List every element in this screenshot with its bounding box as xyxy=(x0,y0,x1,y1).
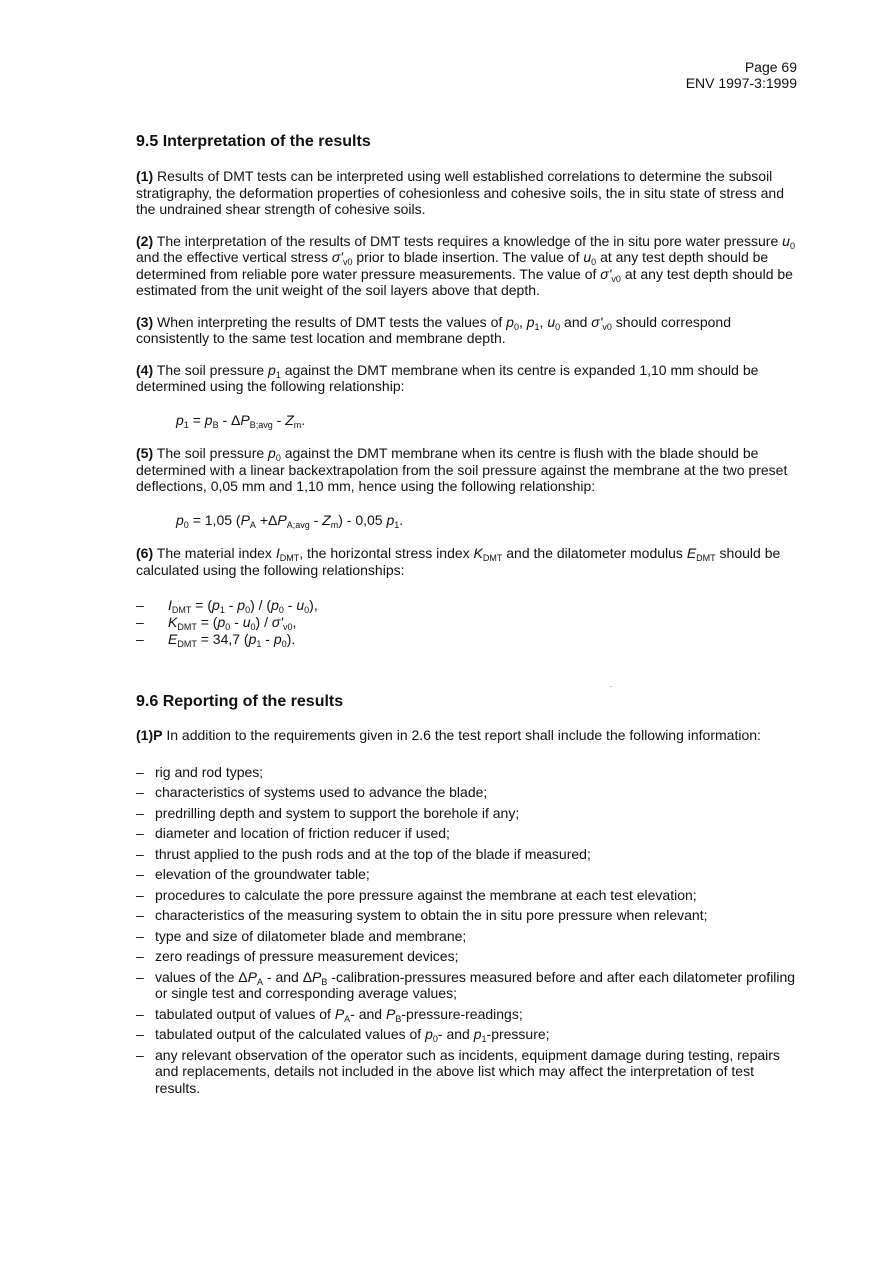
list-item: – thrust applied to the push rods and at the top of the blade if measured; xyxy=(136,845,591,862)
section-9-5-heading: 9.5 Interpretation of the results xyxy=(136,133,371,150)
clause-9-5-5: (5) The soil pressure $p_0$ against the DMT membrane when its centre is flush with the blade should be determined with a linear backextrapolation from the soil pressure against the membrane at the two preset deflections, 0,05 mm and 1,10 mm, hence using the following relationship: xyxy=(136,445,788,494)
relationships-list xyxy=(136,597,802,648)
clause-9-5-2: (2) The interpretation of the results of DMT tests requires a knowledge of the in situ pore water pressure $u_0$ and the effective vertical stress $\sigma'_{v0}$ prior to blade insertion. The value of $u_0$ at any test depth should be determined from reliable pore water pressure measurements. The value of $\sigma'_{v0}$ at any test depth should be estimated from the unit weight of the soil layers above that depth. xyxy=(136,232,795,298)
relationship-edmt: – $E_{DMT} = 34,7$ $(p_1 - p_0)$. xyxy=(136,631,296,649)
list-item: – characteristics of the measuring system to obtain the in situ pore pressure when relevant; xyxy=(136,907,708,923)
standard-code: ENV 1997-3:1999 xyxy=(685,75,797,91)
clause-9-5-1: (1) Results of DMT tests can be interpreted using well established correlations to determine the subsoil stratigraphy, the deformation properties of cohesionless and cohesive soils, the in situ state of stress and the undrained shear strength of cohesive soils. xyxy=(136,168,784,217)
section-9-6-heading: 9.6 Reporting of the results xyxy=(136,693,344,710)
relationship-idmt: – $I_{DMT} = (p_1 - p_0) / (p_0 - u_0)$, xyxy=(136,597,318,615)
list-item: – values of the $\Delta P_A$ - and $\Delta P_B$ -calibration-pressures measured before and after each dilatometer profiling or single test and corresponding average values; xyxy=(136,968,796,1001)
clause-9-5-6: (6) The material index $I_{DMT}$, the horizontal stress index $K_{DMT}$ and the dilatometer modulus $E_{DMT}$ should be calculated using the following relationships: xyxy=(136,545,781,578)
list-item: – any relevant observation of the operator such as incidents, equipment damage during testing, repairs and replacements, details not included in the above list which may affect the interpretation of test results. xyxy=(136,1046,780,1096)
list-item: – predrilling depth and system to support the borehole if any; xyxy=(136,804,520,821)
page-content xyxy=(136,132,802,1100)
equation-p1: $p_1 = p_B - \Delta P_{B;avg} - Z_m$. xyxy=(176,411,306,430)
page-header xyxy=(686,59,797,91)
equation-p0: $p_0 = 1,05$ $(P_A +\Delta P_{A;avg} - Z_m) - 0,05$ $p_1$. xyxy=(176,511,404,530)
list-item: – tabulated output of values of $P_A-$ and $P_B-pressure$-readings; xyxy=(136,1005,523,1024)
list-item: – type and size of dilatometer blade and membrane; xyxy=(136,927,467,944)
clause-9-6-1: (1)P In addition to the requirements given in 2.6 the test report shall include the following information: xyxy=(136,727,761,743)
clause-9-5-4: (4) The soil pressure $p_1$ against the DMT membrane when its centre is expanded 1,10 mm should be determined using the following relationship: xyxy=(136,361,759,394)
list-item: – elevation of the groundwater table; xyxy=(136,866,370,882)
list-item: – characteristics of systems used to advance the blade; xyxy=(136,784,488,800)
list-item: – rig and rod types; xyxy=(136,763,264,780)
list-item: – tabulated output of the calculated values of $p_0-$ and $p_1$-pressure; xyxy=(136,1026,550,1044)
list-item: – procedures to calculate the pore pressure against the membrane at each test elevation; xyxy=(136,886,697,903)
clause-9-5-3: (3) When interpreting the results of DMT tests the values of $p_0$, $p_1$, $u_0$ and $\sigma'_{v0}$ should correspond consistently to the same test location and membrane depth. xyxy=(136,313,731,346)
report-requirements-list xyxy=(136,764,802,1097)
list-item: – diameter and location of friction reducer if used; xyxy=(136,825,450,841)
list-item: – zero readings of pressure measurement devices; xyxy=(136,948,459,964)
page-number: Page 69 xyxy=(744,59,797,75)
relationship-kdmt: – $K_{DMT} = (p_0 - u_0) / \sigma'_{v0}$, xyxy=(136,614,297,632)
